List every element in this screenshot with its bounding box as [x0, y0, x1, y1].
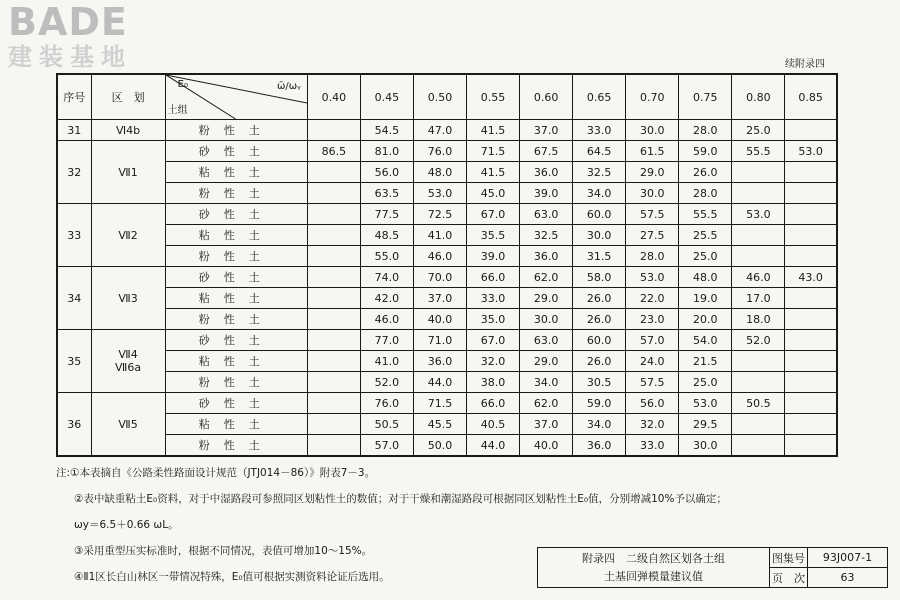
modulus-value-cell: 40.0 — [413, 309, 466, 330]
modulus-value-cell: 39.0 — [520, 183, 573, 204]
continued-label: 续附录四 — [785, 59, 825, 70]
modulus-value-cell: 53.0 — [732, 204, 785, 225]
table-row — [57, 162, 837, 183]
modulus-value-cell: 17.0 — [732, 288, 785, 309]
modulus-value-cell: 32.0 — [626, 414, 679, 435]
modulus-value-cell: 76.0 — [360, 393, 413, 414]
logo-subtitle: 建装基地 — [8, 43, 132, 71]
modulus-value-cell: 67.5 — [520, 141, 573, 162]
modulus-value-cell: 30.5 — [573, 372, 626, 393]
seq-cell: 31 — [57, 120, 91, 141]
modulus-value-cell: 29.0 — [520, 351, 573, 372]
header-ratio: 0.85 — [785, 74, 837, 120]
modulus-value-cell — [307, 183, 360, 204]
modulus-value-cell — [307, 372, 360, 393]
modulus-value-cell: 86.5 — [307, 141, 360, 162]
modulus-value-cell — [732, 225, 785, 246]
modulus-value-cell: 26.0 — [573, 351, 626, 372]
modulus-value-cell: 67.0 — [466, 204, 519, 225]
modulus-value-cell: 53.0 — [626, 267, 679, 288]
soil-group-cell: 砂性土 — [165, 393, 307, 414]
modulus-value-cell: 25.0 — [679, 372, 732, 393]
modulus-value-cell: 48.5 — [360, 225, 413, 246]
modulus-value-cell: 63.0 — [520, 204, 573, 225]
modulus-value-cell — [307, 414, 360, 435]
modulus-value-cell: 66.0 — [466, 267, 519, 288]
modulus-value-cell — [785, 183, 837, 204]
modulus-value-cell: 27.5 — [626, 225, 679, 246]
page-value: 63 — [808, 568, 888, 588]
modulus-value-cell: 54.0 — [679, 330, 732, 351]
table-row — [57, 309, 837, 330]
modulus-value-cell: 29.5 — [679, 414, 732, 435]
title-line-1: 附录四 二级自然区划各土组 — [582, 551, 725, 565]
modulus-value-cell: 24.0 — [626, 351, 679, 372]
modulus-value-cell: 46.0 — [413, 246, 466, 267]
table-row — [57, 330, 837, 351]
modulus-value-cell: 37.0 — [520, 120, 573, 141]
modulus-value-cell: 33.0 — [573, 120, 626, 141]
logo — [8, 2, 158, 72]
modulus-value-cell: 48.0 — [413, 162, 466, 183]
modulus-value-cell: 21.5 — [679, 351, 732, 372]
header-ratio: 0.55 — [466, 74, 519, 120]
modulus-value-cell: 31.5 — [573, 246, 626, 267]
modulus-value-cell: 30.0 — [626, 183, 679, 204]
modulus-value-cell: 54.5 — [360, 120, 413, 141]
modulus-value-cell: 40.5 — [466, 414, 519, 435]
modulus-value-cell: 35.0 — [466, 309, 519, 330]
modulus-value-cell: 38.0 — [466, 372, 519, 393]
modulus-value-cell: 33.0 — [466, 288, 519, 309]
modulus-value-cell: 30.0 — [520, 309, 573, 330]
soil-group-cell: 粘性土 — [165, 288, 307, 309]
region-cell: Ⅶ2 — [91, 204, 165, 267]
modulus-value-cell: 59.0 — [573, 393, 626, 414]
modulus-value-cell: 50.5 — [360, 414, 413, 435]
modulus-value-cell: 37.0 — [520, 414, 573, 435]
modulus-value-cell: 37.0 — [413, 288, 466, 309]
modulus-value-cell: 30.0 — [573, 225, 626, 246]
modulus-value-cell: 28.0 — [626, 246, 679, 267]
modulus-value-cell: 41.5 — [466, 120, 519, 141]
modulus-value-cell — [307, 330, 360, 351]
modulus-value-cell: 58.0 — [573, 267, 626, 288]
modulus-value-cell: 30.0 — [626, 120, 679, 141]
modulus-value-cell: 29.0 — [626, 162, 679, 183]
modulus-value-cell: 71.5 — [413, 393, 466, 414]
table-row — [57, 351, 837, 372]
modulus-value-cell: 77.0 — [360, 330, 413, 351]
modulus-value-cell: 46.0 — [732, 267, 785, 288]
modulus-value-cell — [785, 435, 837, 457]
soil-group-cell: 粉性土 — [165, 183, 307, 204]
page-label: 页 次 — [770, 568, 808, 588]
modulus-value-cell — [732, 351, 785, 372]
modulus-value-cell: 60.0 — [573, 204, 626, 225]
modulus-value-cell: 30.0 — [679, 435, 732, 457]
modulus-value-cell — [785, 288, 837, 309]
modulus-value-cell: 64.5 — [573, 141, 626, 162]
modulus-value-cell: 71.5 — [466, 141, 519, 162]
modulus-value-cell: 63.0 — [520, 330, 573, 351]
modulus-value-cell — [785, 393, 837, 414]
modulus-value-cell: 57.5 — [626, 204, 679, 225]
table-row — [57, 141, 837, 162]
modulus-value-cell — [732, 183, 785, 204]
header-ratio: 0.65 — [573, 74, 626, 120]
note-3: ③采用重型压实标准时，根据不同情况，表值可增加10～15%。 — [74, 545, 373, 557]
modulus-value-cell: 35.5 — [466, 225, 519, 246]
table-row — [57, 288, 837, 309]
modulus-value-cell: 44.0 — [413, 372, 466, 393]
modulus-value-cell: 41.5 — [466, 162, 519, 183]
modulus-value-cell: 25.5 — [679, 225, 732, 246]
modulus-value-cell — [732, 246, 785, 267]
soil-group-cell: 粘性土 — [165, 225, 307, 246]
header-region: 区 划 — [91, 74, 165, 120]
header-ratio-label: ω̄/ωᵧ — [276, 81, 301, 92]
modulus-value-cell: 53.0 — [413, 183, 466, 204]
modulus-value-cell: 36.0 — [413, 351, 466, 372]
modulus-value-cell — [307, 225, 360, 246]
modulus-value-cell: 71.0 — [413, 330, 466, 351]
modulus-value-cell: 57.0 — [360, 435, 413, 457]
modulus-value-cell: 19.0 — [679, 288, 732, 309]
modulus-value-cell: 50.0 — [413, 435, 466, 457]
modulus-value-cell: 39.0 — [466, 246, 519, 267]
modulus-value-cell — [732, 372, 785, 393]
header-seq: 序号 — [57, 74, 91, 120]
region-cell: Ⅶ3 — [91, 267, 165, 330]
region-cell: Ⅶ5 — [91, 393, 165, 457]
modulus-value-cell: 29.0 — [520, 288, 573, 309]
modulus-value-cell: 26.0 — [573, 309, 626, 330]
modulus-value-cell: 32.5 — [573, 162, 626, 183]
modulus-value-cell — [785, 309, 837, 330]
modulus-value-cell — [732, 162, 785, 183]
modulus-value-cell: 61.5 — [626, 141, 679, 162]
table-row — [57, 372, 837, 393]
modulus-value-cell — [307, 204, 360, 225]
modulus-value-cell: 59.0 — [679, 141, 732, 162]
header-ratio: 0.50 — [413, 74, 466, 120]
modulus-value-cell — [785, 120, 837, 141]
modulus-value-cell — [785, 372, 837, 393]
modulus-value-cell — [785, 351, 837, 372]
modulus-value-cell: 28.0 — [679, 183, 732, 204]
modulus-value-cell — [785, 204, 837, 225]
modulus-value-cell — [732, 435, 785, 457]
modulus-value-cell — [307, 246, 360, 267]
modulus-value-cell: 40.0 — [520, 435, 573, 457]
modulus-value-cell: 45.0 — [466, 183, 519, 204]
header-ratio: 0.40 — [307, 74, 360, 120]
soil-group-cell: 砂性土 — [165, 204, 307, 225]
modulus-value-cell: 47.0 — [413, 120, 466, 141]
modulus-value-cell — [307, 267, 360, 288]
region-cell: Ⅵ4b — [91, 120, 165, 141]
header-diagonal-cell — [165, 74, 307, 120]
modulus-value-cell — [732, 414, 785, 435]
table-row — [57, 414, 837, 435]
modulus-value-cell: 76.0 — [413, 141, 466, 162]
atlas-label: 图集号 — [770, 548, 808, 568]
region-cell: Ⅶ1 — [91, 141, 165, 204]
table-row — [57, 435, 837, 457]
modulus-value-cell: 34.0 — [520, 372, 573, 393]
modulus-value-cell: 60.0 — [573, 330, 626, 351]
modulus-value-cell: 20.0 — [679, 309, 732, 330]
region-cell: Ⅶ4 Ⅶ6a — [91, 330, 165, 393]
soil-group-cell: 粘性土 — [165, 351, 307, 372]
header-ratio: 0.45 — [360, 74, 413, 120]
modulus-value-cell: 57.5 — [626, 372, 679, 393]
seq-cell: 35 — [57, 330, 91, 393]
modulus-value-cell: 63.5 — [360, 183, 413, 204]
note-4: ④Ⅱ1区长白山林区一带情况特殊，E₀值可根据实测资料论证后选用。 — [74, 571, 390, 583]
modulus-value-cell: 72.5 — [413, 204, 466, 225]
modulus-value-cell — [307, 435, 360, 457]
header-ratio: 0.70 — [626, 74, 679, 120]
modulus-value-cell: 33.0 — [626, 435, 679, 457]
seq-cell: 33 — [57, 204, 91, 267]
modulus-value-cell: 55.0 — [360, 246, 413, 267]
modulus-value-cell: 34.0 — [573, 414, 626, 435]
seq-cell: 32 — [57, 141, 91, 204]
modulus-value-cell: 18.0 — [732, 309, 785, 330]
modulus-value-cell: 22.0 — [626, 288, 679, 309]
modulus-value-cell: 53.0 — [785, 141, 837, 162]
modulus-value-cell: 36.0 — [520, 246, 573, 267]
header-ratio: 0.80 — [732, 74, 785, 120]
modulus-value-cell: 52.0 — [360, 372, 413, 393]
modulus-value-cell — [307, 162, 360, 183]
soil-group-cell: 粉性土 — [165, 435, 307, 457]
modulus-value-cell: 50.5 — [732, 393, 785, 414]
modulus-value-cell: 56.0 — [626, 393, 679, 414]
modulus-value-cell: 32.0 — [466, 351, 519, 372]
modulus-value-cell: 67.0 — [466, 330, 519, 351]
modulus-table — [56, 73, 838, 457]
modulus-value-cell — [785, 330, 837, 351]
modulus-value-cell: 41.0 — [413, 225, 466, 246]
modulus-value-cell: 34.0 — [573, 183, 626, 204]
table-row — [57, 393, 837, 414]
modulus-value-cell: 62.0 — [520, 393, 573, 414]
modulus-value-cell: 25.0 — [679, 246, 732, 267]
header-eo-label: E₀ — [177, 79, 188, 90]
seq-cell: 36 — [57, 393, 91, 457]
header-ratio: 0.75 — [679, 74, 732, 120]
soil-group-cell: 粘性土 — [165, 162, 307, 183]
modulus-value-cell: 44.0 — [466, 435, 519, 457]
soil-group-cell: 粉性土 — [165, 309, 307, 330]
modulus-value-cell — [785, 246, 837, 267]
seq-cell: 34 — [57, 267, 91, 330]
note-2: ②表中缺重粘土E₀资料，对于中湿路段可参照同区划粘性土的数值；对于干燥和潮湿路段可根据同区划粘性土E₀值，分别增减10%予以确定； — [74, 493, 727, 505]
modulus-value-cell — [307, 288, 360, 309]
modulus-value-cell: 55.5 — [732, 141, 785, 162]
soil-group-cell: 粘性土 — [165, 414, 307, 435]
modulus-value-cell: 23.0 — [626, 309, 679, 330]
header-soil-label: 土组 — [167, 105, 188, 116]
modulus-value-cell — [785, 162, 837, 183]
modulus-value-cell: 77.5 — [360, 204, 413, 225]
modulus-value-cell: 56.0 — [360, 162, 413, 183]
note-1: 注:①本表摘自《公路柔性路面设计规范（JTJ014－86）》附表7－3。 — [56, 467, 376, 479]
modulus-value-cell: 55.5 — [679, 204, 732, 225]
modulus-value-cell: 57.0 — [626, 330, 679, 351]
note-2-formula: ωy＝6.5＋0.66 ωL。 — [74, 519, 179, 531]
header-row — [57, 74, 837, 120]
modulus-value-cell: 70.0 — [413, 267, 466, 288]
title-line-2: 土基回弹模量建议值 — [604, 569, 703, 583]
soil-group-cell: 粉性土 — [165, 120, 307, 141]
table-row — [57, 225, 837, 246]
table-row — [57, 204, 837, 225]
modulus-value-cell: 28.0 — [679, 120, 732, 141]
modulus-value-cell: 26.0 — [679, 162, 732, 183]
modulus-value-cell: 36.0 — [520, 162, 573, 183]
soil-group-cell: 粉性土 — [165, 246, 307, 267]
soil-group-cell: 砂性土 — [165, 141, 307, 162]
modulus-value-cell — [307, 351, 360, 372]
table-row — [57, 183, 837, 204]
modulus-value-cell: 41.0 — [360, 351, 413, 372]
modulus-value-cell: 81.0 — [360, 141, 413, 162]
modulus-value-cell — [307, 393, 360, 414]
modulus-value-cell — [785, 225, 837, 246]
table-row — [57, 267, 837, 288]
modulus-value-cell: 45.5 — [413, 414, 466, 435]
modulus-value-cell: 74.0 — [360, 267, 413, 288]
soil-group-cell: 粉性土 — [165, 372, 307, 393]
soil-group-cell: 砂性土 — [165, 330, 307, 351]
soil-group-cell: 砂性土 — [165, 267, 307, 288]
modulus-value-cell: 62.0 — [520, 267, 573, 288]
modulus-value-cell: 53.0 — [679, 393, 732, 414]
title-block — [537, 547, 888, 588]
modulus-value-cell: 46.0 — [360, 309, 413, 330]
modulus-value-cell: 36.0 — [573, 435, 626, 457]
modulus-value-cell: 66.0 — [466, 393, 519, 414]
modulus-value-cell: 42.0 — [360, 288, 413, 309]
title-block-title — [538, 548, 770, 588]
table-row — [57, 246, 837, 267]
table-row — [57, 120, 837, 141]
modulus-value-cell — [307, 309, 360, 330]
modulus-value-cell: 48.0 — [679, 267, 732, 288]
modulus-value-cell — [307, 120, 360, 141]
modulus-value-cell: 26.0 — [573, 288, 626, 309]
modulus-value-cell: 43.0 — [785, 267, 837, 288]
atlas-value: 93J007-1 — [808, 548, 888, 568]
header-ratio: 0.60 — [520, 74, 573, 120]
modulus-value-cell — [785, 414, 837, 435]
modulus-value-cell: 25.0 — [732, 120, 785, 141]
modulus-value-cell: 32.5 — [520, 225, 573, 246]
modulus-value-cell: 52.0 — [732, 330, 785, 351]
logo-text: BADE — [8, 0, 128, 44]
